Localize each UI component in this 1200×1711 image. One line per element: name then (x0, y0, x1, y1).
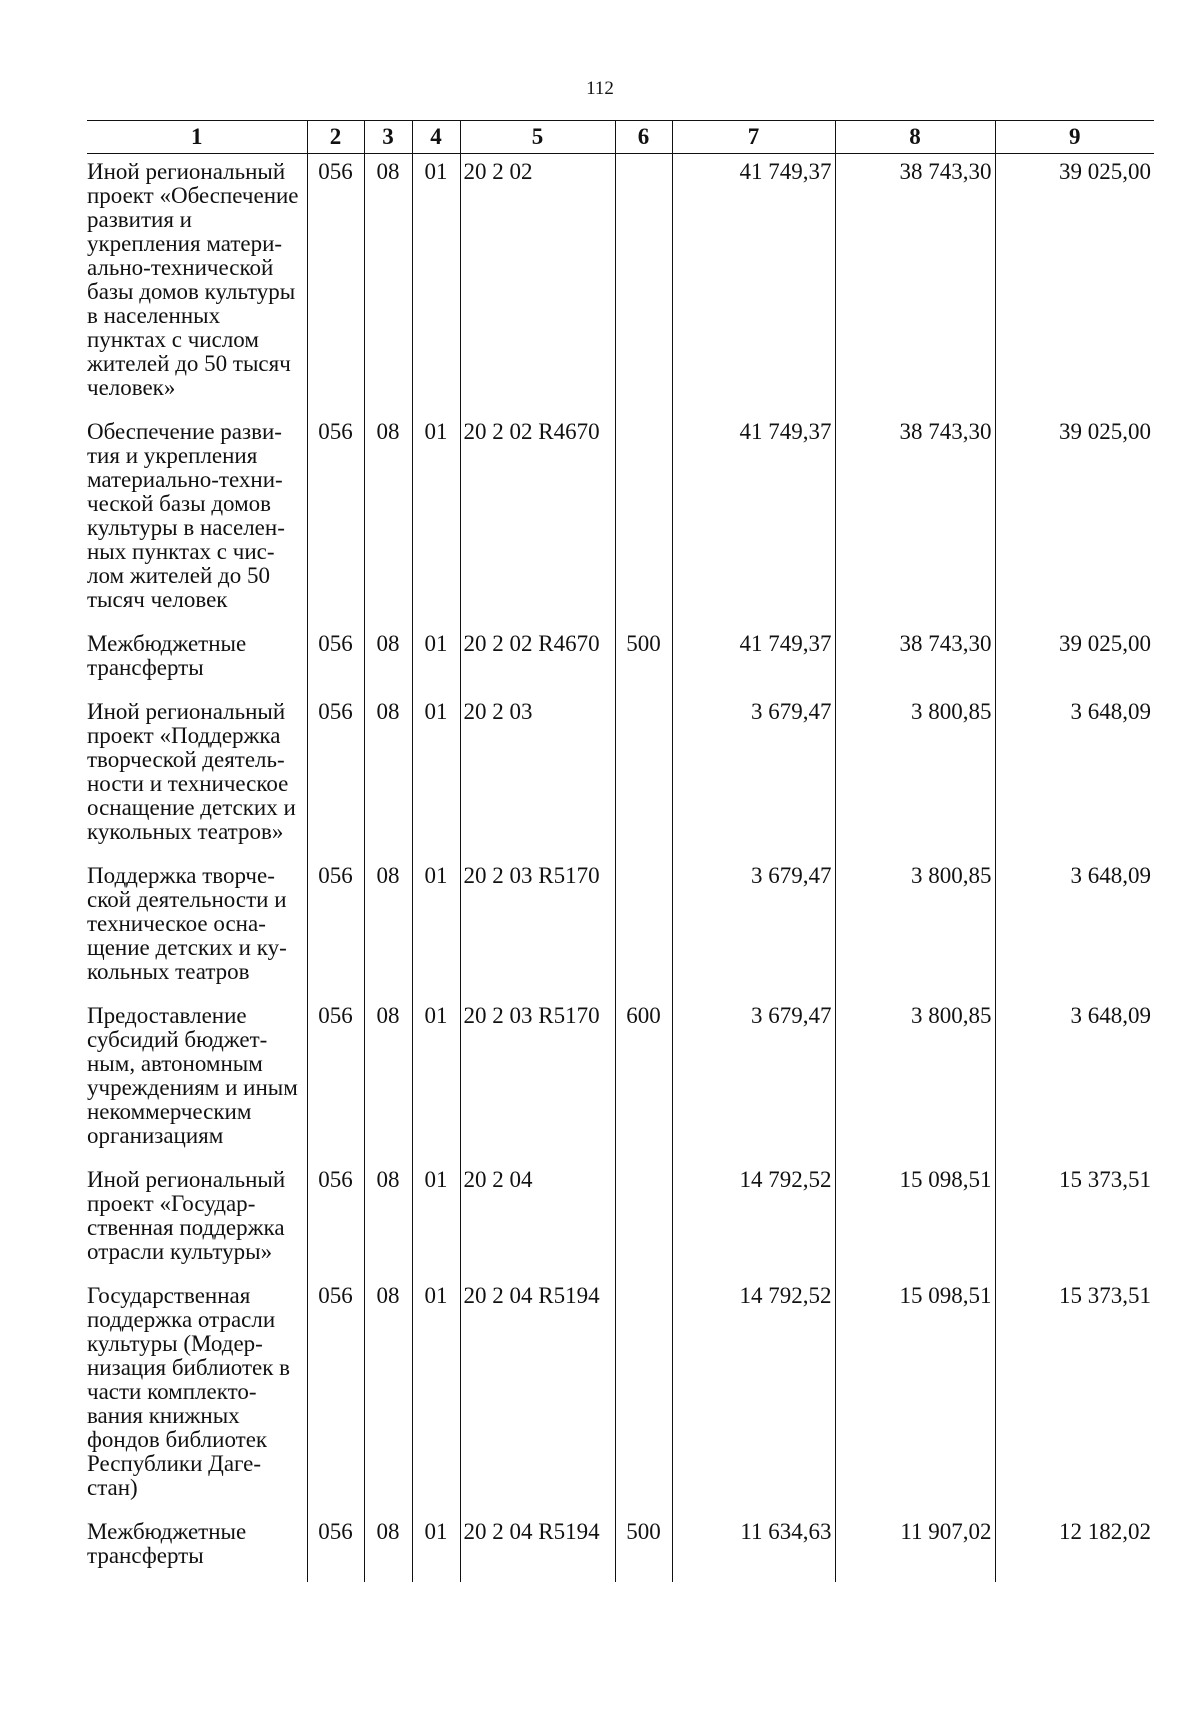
amount-col8-cell: 38 743,30 (835, 626, 995, 694)
amount-col9-cell: 3 648,09 (995, 998, 1154, 1162)
expense-type-cell (615, 858, 672, 998)
expense-type-cell: 500 (615, 626, 672, 694)
column-header: 1 (87, 121, 307, 154)
section-code-cell: 08 (364, 694, 412, 858)
ministry-code-cell: 056 (307, 626, 364, 694)
target-article-cell: 20 2 04 R5194 (460, 1278, 615, 1514)
amount-col7-cell: 14 792,52 (672, 1162, 835, 1278)
subsection-code-cell: 01 (412, 626, 460, 694)
amount-col8-cell: 38 743,30 (835, 154, 995, 415)
item-name-cell: Межбюджетные трансферты (87, 626, 307, 694)
column-header: 2 (307, 121, 364, 154)
subsection-code-cell: 01 (412, 1514, 460, 1582)
column-header: 5 (460, 121, 615, 154)
amount-col8-cell: 3 800,85 (835, 694, 995, 858)
expense-type-cell (615, 694, 672, 858)
amount-col7-cell: 41 749,37 (672, 626, 835, 694)
subsection-code-cell: 01 (412, 414, 460, 626)
expense-type-cell: 600 (615, 998, 672, 1162)
section-code-cell: 08 (364, 154, 412, 415)
item-name-cell: Иной региональный проект «Поддержка творческой деятельности и техническое оснащение детских и кукольных театров» (87, 694, 307, 858)
table-row (87, 694, 1154, 858)
table-row (87, 1162, 1154, 1278)
item-name-cell: Межбюджетные трансферты (87, 1514, 307, 1582)
amount-col9-cell: 3 648,09 (995, 694, 1154, 858)
item-name-cell: Обеспечение развития и укрепления материально-технической базы домов культуры в населенных пунктах с числом жителей до 50 тысяч человек (87, 414, 307, 626)
ministry-code-cell: 056 (307, 1278, 364, 1514)
amount-col9-cell: 12 182,02 (995, 1514, 1154, 1582)
table-header-row (87, 121, 1154, 154)
target-article-cell: 20 2 04 R5194 (460, 1514, 615, 1582)
item-name-cell: Государственная поддержка отрасли культуры (Модернизация библиотек в части комплектования книжных фондов библиотек Республики Дагестан) (87, 1278, 307, 1514)
column-header: 6 (615, 121, 672, 154)
amount-col8-cell: 3 800,85 (835, 998, 995, 1162)
ministry-code-cell: 056 (307, 1162, 364, 1278)
amount-col7-cell: 3 679,47 (672, 858, 835, 998)
ministry-code-cell: 056 (307, 414, 364, 626)
amount-col7-cell: 3 679,47 (672, 694, 835, 858)
item-name-cell: Иной региональный проект «Обеспечение развития и укрепления материально-технической базы домов культуры в населенных пунктах с числом жителей до 50 тысяч человек» (87, 154, 307, 415)
table-row (87, 414, 1154, 626)
ministry-code-cell: 056 (307, 694, 364, 858)
amount-col8-cell: 15 098,51 (835, 1162, 995, 1278)
table-row (87, 154, 1154, 415)
amount-col8-cell: 15 098,51 (835, 1278, 995, 1514)
column-header: 3 (364, 121, 412, 154)
target-article-cell: 20 2 02 R4670 (460, 626, 615, 694)
amount-col7-cell: 3 679,47 (672, 998, 835, 1162)
amount-col9-cell: 15 373,51 (995, 1278, 1154, 1514)
column-header: 8 (835, 121, 995, 154)
table-row (87, 1278, 1154, 1514)
budget-table (87, 120, 1154, 1582)
amount-col9-cell: 3 648,09 (995, 858, 1154, 998)
subsection-code-cell: 01 (412, 1278, 460, 1514)
table-row (87, 858, 1154, 998)
section-code-cell: 08 (364, 1514, 412, 1582)
subsection-code-cell: 01 (412, 154, 460, 415)
section-code-cell: 08 (364, 1278, 412, 1514)
expense-type-cell: 500 (615, 1514, 672, 1582)
target-article-cell: 20 2 02 R4670 (460, 414, 615, 626)
table-body (87, 154, 1154, 1583)
expense-type-cell (615, 154, 672, 415)
column-header: 9 (995, 121, 1154, 154)
ministry-code-cell: 056 (307, 154, 364, 415)
item-name-cell: Поддержка творческой деятельности и техническое оснащение детских и кукольных театров (87, 858, 307, 998)
section-code-cell: 08 (364, 626, 412, 694)
expense-type-cell (615, 1278, 672, 1514)
amount-col9-cell: 15 373,51 (995, 1162, 1154, 1278)
table-row (87, 1514, 1154, 1582)
section-code-cell: 08 (364, 998, 412, 1162)
amount-col7-cell: 11 634,63 (672, 1514, 835, 1582)
section-code-cell: 08 (364, 858, 412, 998)
amount-col8-cell: 11 907,02 (835, 1514, 995, 1582)
section-code-cell: 08 (364, 1162, 412, 1278)
subsection-code-cell: 01 (412, 858, 460, 998)
ministry-code-cell: 056 (307, 858, 364, 998)
target-article-cell: 20 2 04 (460, 1162, 615, 1278)
subsection-code-cell: 01 (412, 694, 460, 858)
item-name-cell: Предоставление субсидий бюджетным, автономным учреждениям и иным некоммерческим организациям (87, 998, 307, 1162)
target-article-cell: 20 2 03 R5170 (460, 998, 615, 1162)
ministry-code-cell: 056 (307, 1514, 364, 1582)
amount-col7-cell: 41 749,37 (672, 154, 835, 415)
table-row (87, 626, 1154, 694)
amount-col7-cell: 41 749,37 (672, 414, 835, 626)
item-name-cell: Иной региональный проект «Государственная поддержка отрасли культуры» (87, 1162, 307, 1278)
column-header: 7 (672, 121, 835, 154)
amount-col7-cell: 14 792,52 (672, 1278, 835, 1514)
subsection-code-cell: 01 (412, 1162, 460, 1278)
expense-type-cell (615, 414, 672, 626)
amount-col9-cell: 39 025,00 (995, 626, 1154, 694)
section-code-cell: 08 (364, 414, 412, 626)
column-header: 4 (412, 121, 460, 154)
target-article-cell: 20 2 03 R5170 (460, 858, 615, 998)
target-article-cell: 20 2 02 (460, 154, 615, 415)
amount-col9-cell: 39 025,00 (995, 154, 1154, 415)
amount-col9-cell: 39 025,00 (995, 414, 1154, 626)
ministry-code-cell: 056 (307, 998, 364, 1162)
page-number: 112 (586, 78, 614, 99)
subsection-code-cell: 01 (412, 998, 460, 1162)
expense-type-cell (615, 1162, 672, 1278)
table-row (87, 998, 1154, 1162)
amount-col8-cell: 38 743,30 (835, 414, 995, 626)
amount-col8-cell: 3 800,85 (835, 858, 995, 998)
target-article-cell: 20 2 03 (460, 694, 615, 858)
